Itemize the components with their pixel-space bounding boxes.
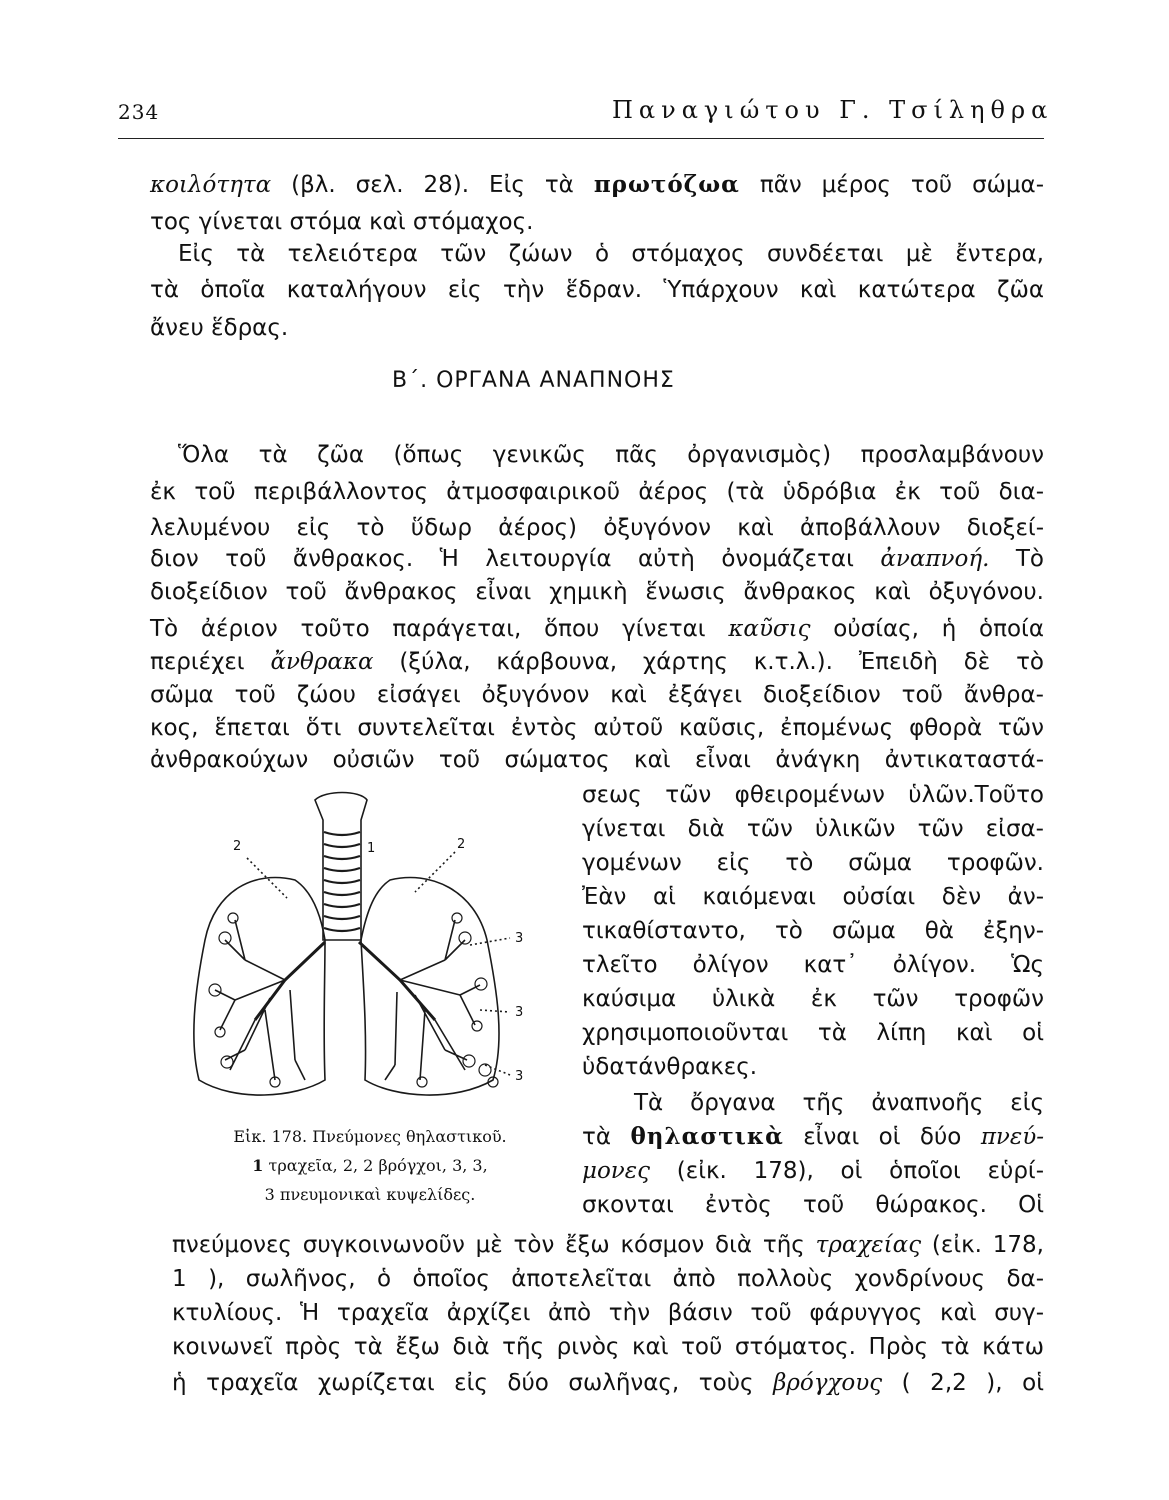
text-line: Ἐὰν αἱ καιόμεναι οὐσίαι δὲν ἀν- bbox=[582, 884, 1044, 910]
text-line: διοξείδιον τοῦ ἄνθρακος εἶναι χημικὴ ἕνωσις ἄνθρακος καὶ ὀξυγόνου. bbox=[150, 579, 1044, 605]
left-lung bbox=[194, 878, 325, 1096]
text-line: Τὸ ἀέριον τοῦτο παράγεται, ὅπου γίνεται καῦσις οὐσίας, ἡ ὁποία bbox=[150, 616, 1044, 642]
label-bronchus-left: 2 bbox=[233, 839, 242, 854]
label-trachea: 1 bbox=[367, 841, 376, 856]
text-line: καύσιμα ὑλικὰ ἐκ τῶν τροφῶν bbox=[582, 986, 1044, 1012]
label-alveoli-b: 3 bbox=[515, 1005, 524, 1020]
text-line: Τὰ ὄργανα τῆς ἀναπνοῆς εἰς bbox=[634, 1090, 1044, 1116]
text-line: ἄνευ ἕδρας. bbox=[150, 315, 289, 341]
text-line: κος, ἕπεται ὅτι συντελεῖται ἐντὸς αὐτοῦ καῦσις, ἐπομένως φθορὰ τῶν bbox=[150, 715, 1044, 741]
text-line: σκονται ἐντὸς τοῦ θώρακος. Οἱ bbox=[582, 1192, 1044, 1218]
trachea-shape bbox=[315, 793, 367, 941]
text-line: χρησιμοποιοῦνται τὰ λίπη καὶ οἱ bbox=[582, 1020, 1044, 1046]
text-line: Ὅλα τὰ ζῶα (ὅπως γενικῶς πᾶς ὀργανισμὸς) προσλαμβάνουν bbox=[178, 442, 1044, 468]
section-heading: Β΄. ΟΡΓΑΝΑ ΑΝΑΠΝΟΗΣ bbox=[392, 368, 675, 393]
header-rule bbox=[118, 138, 1044, 139]
text-line: τὰ θηλαστικὰ εἶναι οἱ δύο πνεύ- bbox=[582, 1123, 1045, 1150]
text-line: ἐκ τοῦ περιβάλλοντος ἀτμοσφαιρικοῦ ἀέρος (τὰ ὑδρόβια ἐκ τοῦ δια- bbox=[150, 479, 1044, 505]
text-line: σεως τῶν φθειρομένων ὑλῶν.Τοῦτο bbox=[582, 782, 1044, 808]
text-line: περιέχει ἄνθρακα (ξύλα, κάρβουνα, χάρτης κ.τ.λ.). Ἐπειδὴ δὲ τὸ bbox=[150, 649, 1045, 675]
text-line: λελυμένου εἰς τὸ ὕδωρ ἀέρος) ὀξυγόνον καὶ ἀποβάλλουν διοξεί- bbox=[150, 515, 1044, 541]
figure-caption-line: Εἰκ. 178. Πνεύμονες θηλαστικοῦ. bbox=[233, 1127, 507, 1146]
label-bronchus-right: 2 bbox=[457, 837, 466, 852]
text-line: Εἰς τὰ τελειότερα τῶν ζώων ὁ στόμαχος συνδέεται μὲ ἔντερα, bbox=[178, 241, 1044, 267]
running-title: Παναγιώτου Γ. Τσίληθρα bbox=[612, 96, 1054, 124]
text-line: τλεῖτο ὀλίγον κατ᾽ ὀλίγον. Ὡς bbox=[582, 952, 1044, 978]
text-line: κοινωνεῖ πρὸς τὰ ἔξω διὰ τῆς ρινὸς καὶ τοῦ στόματος. Πρὸς τὰ κάτω bbox=[172, 1334, 1044, 1360]
text-line: κτυλίους. Ἡ τραχεῖα ἀρχίζει ἀπὸ τὴν βάσιν τοῦ φάρυγγος καὶ συγ- bbox=[172, 1300, 1044, 1326]
text-line: ὑδατάνθρακες. bbox=[582, 1054, 758, 1080]
text-line: κοιλότητα (βλ. σελ. 28). Εἰς τὰ πρωτόζωα πᾶν μέρος τοῦ σώμα- bbox=[150, 171, 1044, 198]
text-line: ἡ τραχεῖα χωρίζεται εἰς δύο σωλῆνας, τοὺς βρόγχους ( 2,2 ), οἱ bbox=[172, 1370, 1044, 1396]
label-alveoli-a: 3 bbox=[515, 931, 524, 946]
figure-caption-line: 3 πνευμονικαὶ κυψελίδες. bbox=[264, 1185, 476, 1204]
text-line: γομένων εἰς τὸ σῶμα τροφῶν. bbox=[582, 850, 1044, 876]
text-line: γίνεται διὰ τῶν ὑλικῶν τῶν εἰσα- bbox=[582, 816, 1044, 842]
text-line: τος γίνεται στόμα καὶ στόμαχος. bbox=[150, 209, 534, 235]
lungs-illustration bbox=[175, 780, 575, 1120]
text-line: μονες (εἰκ. 178), οἱ ὁποῖοι εὑρί- bbox=[582, 1158, 1044, 1184]
page-number: 234 bbox=[118, 100, 160, 124]
figure-caption-line: 1 τραχεῖα, 2, 2 βρόγχοι, 3, 3, bbox=[252, 1156, 488, 1175]
text-line: ἀνθρακούχων οὐσιῶν τοῦ σώματος καὶ εἶναι ἀνάγκη ἀντικαταστά- bbox=[150, 747, 1044, 773]
text-line: τικαθίσταντο, τὸ σῶμα θὰ ἐξην- bbox=[582, 918, 1044, 944]
text-line: διον τοῦ ἄνθρακος. Ἡ λειτουργία αὐτὴ ὀνομάζεται ἀναπνοή. Τὸ bbox=[150, 546, 1045, 572]
text-line: σῶμα τοῦ ζώου εἰσάγει ὀξυγόνον καὶ ἐξάγει διοξείδιον τοῦ ἄνθρα- bbox=[150, 682, 1044, 708]
text-line: τὰ ὁποῖα καταλήγουν εἰς τὴν ἕδραν. Ὑπάρχουν καὶ κατώτερα ζῶα bbox=[150, 277, 1044, 303]
text-line: 1 ), σωλῆνος, ὁ ὁποῖος ἀποτελεῖται ἀπὸ πολλοὺς χονδρίνους δα- bbox=[172, 1266, 1044, 1292]
label-alveoli-c: 3 bbox=[515, 1069, 524, 1084]
text-line: πνεύμονες συγκοινωνοῦν μὲ τὸν ἔξω κόσμον διὰ τῆς τραχείας (εἰκ. 178, bbox=[172, 1232, 1044, 1258]
